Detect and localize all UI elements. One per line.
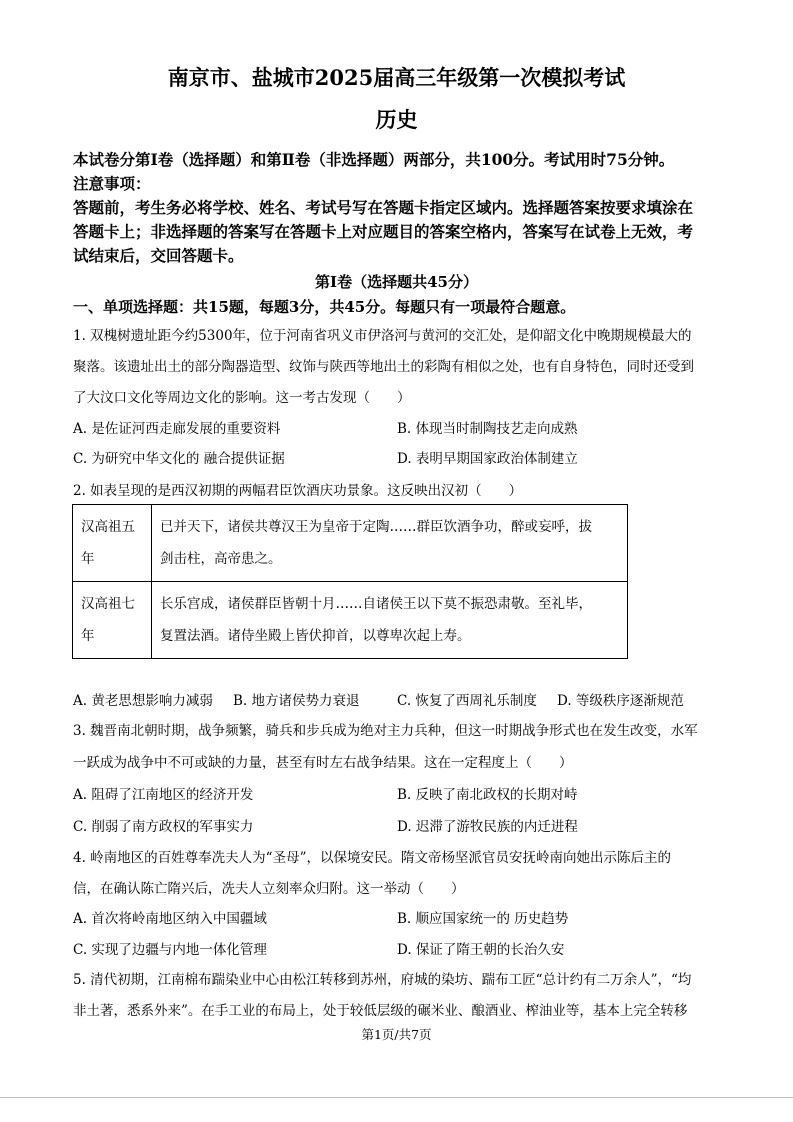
q2-table xyxy=(72,504,628,659)
table-row xyxy=(73,505,628,582)
q4-option-b[interactable]: B. 顺应国家统一的 历史趋势 xyxy=(397,911,569,927)
row1-text-line-1: 已并天下，诸侯共尊汉王为皇帝于定陶……群臣饮酒争功，醉或妄呼，拔 xyxy=(160,519,592,535)
page-divider xyxy=(0,1097,793,1098)
table-row xyxy=(73,582,628,659)
q2-option-b[interactable]: B. 地方诸侯势力衰退 xyxy=(233,693,360,709)
q4-stem-line-2: 信，在确认陈亡隋兴后，冼夫人立刻率众归附。这一举动（ ） xyxy=(73,881,465,897)
exam-title: 南京市、盐城市2025届高三年级第一次模拟考试 xyxy=(167,65,626,90)
q4-option-c[interactable]: C. 实现了边疆与内地一体化管理 xyxy=(73,942,267,958)
table-cell-text xyxy=(152,582,628,659)
notice-line-3: 试结束后，交回答题卡。 xyxy=(73,246,244,265)
q4-option-a[interactable]: A. 首次将岭南地区纳入中国疆域 xyxy=(73,911,267,927)
q4-option-d[interactable]: D. 保证了隋王朝的长治久安 xyxy=(397,942,565,958)
q1-option-d[interactable]: D. 表明早期国家政治体制建立 xyxy=(397,451,578,467)
q4-stem-line-1: 4. 岭南地区的百姓尊奉冼夫人为“圣母”，以保境安民。隋文帝杨坚派官员安抚岭南向她出示陈后主的 xyxy=(73,850,671,866)
notice-line-2: 答题卡上；非选择题的答案写在答题卡上对应题目的答案空格内，答案写在试卷上无效，考 xyxy=(73,222,694,241)
q2-stem: 2. 如表呈现的是西汉初期的两幅君臣饮酒庆功景象。这反映出汉初（ ） xyxy=(73,483,523,499)
q3-option-d[interactable]: D. 迟滞了游牧民族的内迁进程 xyxy=(397,819,578,835)
q1-stem-line-2: 聚落。该遗址出土的部分陶器造型、纹饰与陕西等地出土的彩陶有相似之处，也有自身特色，同时还受到 xyxy=(73,359,694,375)
exam-subject: 历史 xyxy=(375,107,418,132)
q1-option-a[interactable]: A. 是佐证河西走廊发展的重要资料 xyxy=(73,421,281,437)
row1-text-line-2: 剑击柱，高帝患之。 xyxy=(160,551,282,567)
q1-option-b[interactable]: B. 体现当时制陶技艺走向成熟 xyxy=(397,421,578,437)
table-cell-label xyxy=(73,505,152,582)
page-number: 第1页/共7页 xyxy=(361,1027,432,1042)
q1-stem-line-3: 了大汶口文化等周边文化的影响。这一考古发现（ ） xyxy=(73,390,411,406)
table-cell-text xyxy=(152,505,628,582)
q3-stem-line-2: 一跃成为战争中不可或缺的力量，甚至有时左右战争结果。这在一定程度上（ ） xyxy=(73,755,573,771)
row2-text-line-1: 长乐宫成，诸侯群臣皆朝十月……自诸侯王以下莫不振恐肃敬。至礼毕， xyxy=(160,596,592,612)
row1-label-line-2: 年 xyxy=(81,551,95,567)
q2-option-c[interactable]: C. 恢复了西周礼乐制度 xyxy=(397,693,537,709)
row2-text-line-2: 复置法酒。诸侍坐殿上皆伏抑首，以尊卑次起上寿。 xyxy=(160,628,471,644)
q1-option-c[interactable]: C. 为研究中华文化的 融合提供证据 xyxy=(73,451,285,467)
row2-label-line-2: 年 xyxy=(81,628,95,644)
row1-label-line-1: 汉高祖五 xyxy=(81,519,135,535)
q2-option-d[interactable]: D. 等级秩序逐渐规范 xyxy=(557,693,684,709)
row2-label-line-1: 汉高祖七 xyxy=(81,596,135,612)
q3-option-b[interactable]: B. 反映了南北政权的长期对峙 xyxy=(397,787,578,803)
exam-intro: 本试卷分第Ⅰ卷（选择题）和第Ⅱ卷（非选择题）两部分，共100分。考试用时75分钟。 xyxy=(73,150,675,169)
q3-option-c[interactable]: C. 削弱了南方政权的军事实力 xyxy=(73,819,254,835)
section-heading: 一、单项选择题：共15题，每题3分，共45分。每题只有一项最符合题意。 xyxy=(73,298,576,316)
table-cell-label xyxy=(73,582,152,659)
part1-title: 第Ⅰ卷（选择题共45分） xyxy=(315,273,478,291)
notice-title: 注意事项： xyxy=(73,174,151,193)
q3-option-a[interactable]: A. 阻碍了江南地区的经济开发 xyxy=(73,787,254,803)
q2-option-a[interactable]: A. 黄老思想影响力减弱 xyxy=(73,693,213,709)
q5-stem-line-1: 5. 清代初期，江南棉布踹染业中心由松江转移到苏州，府城的染坊、踹布工匠“总计约有二万余人”，“均 xyxy=(73,972,692,988)
notice-line-1: 答题前，考生务必将学校、姓名、考试号写在答题卡指定区域内。选择题答案按要求填涂在 xyxy=(73,198,694,217)
q5-stem-line-2: 非土著，悉系外来”。在手工业的布局上，处于较低层级的碾米业、酿酒业、榨油业等，基本上完全转移 xyxy=(73,1003,688,1019)
q1-stem-line-1: 1. 双槐树遗址距今约5300年，位于河南省巩义市伊洛河与黄河的交汇处，是仰韶文化中晚期规模最大的 xyxy=(73,328,692,344)
q3-stem-line-1: 3. 魏晋南北朝时期，战争频繁，骑兵和步兵成为绝对主力兵种，但这一时期战争形式也在发生改变，水军 xyxy=(73,723,698,739)
